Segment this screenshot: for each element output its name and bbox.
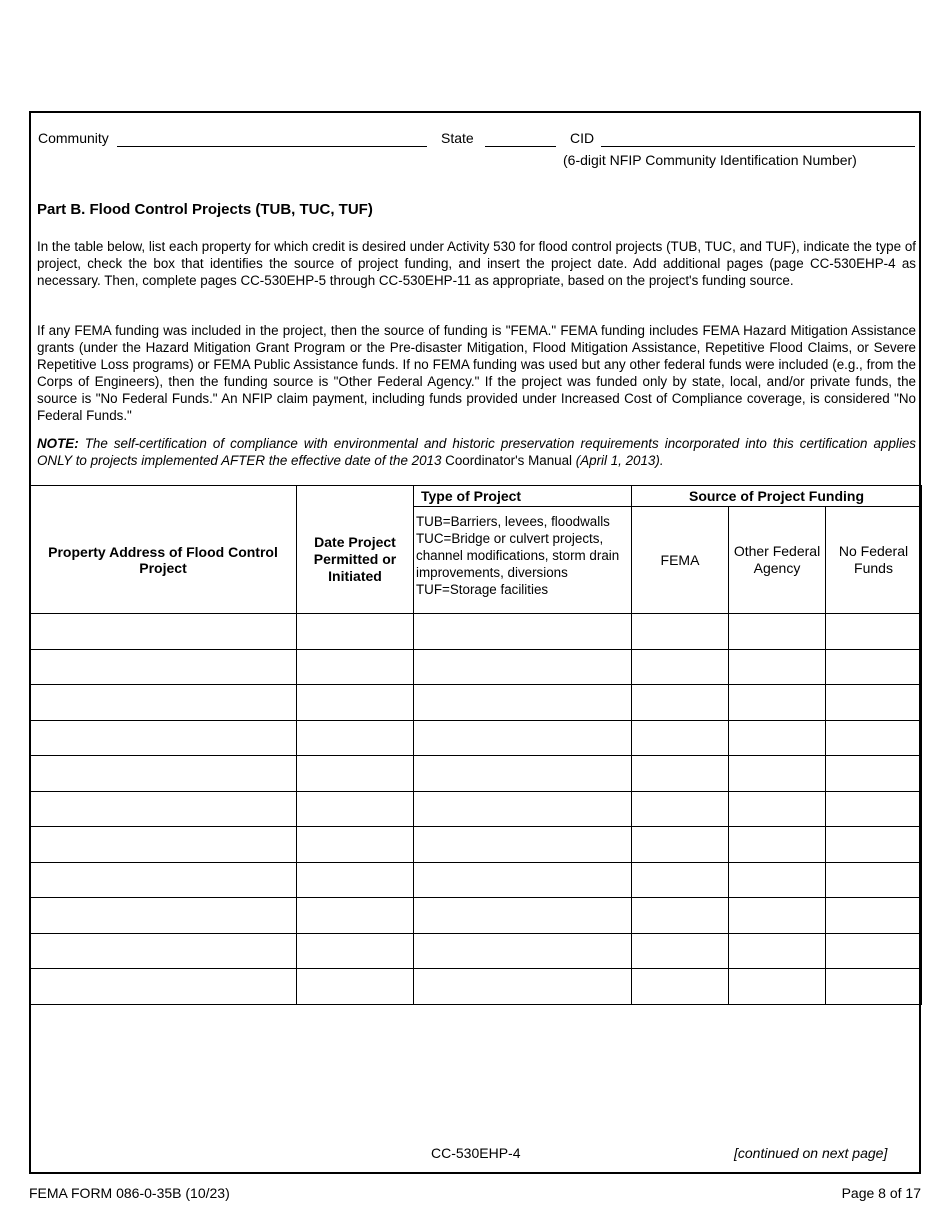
- no-federal-checkbox-cell[interactable]: [826, 791, 922, 827]
- table-row: [30, 862, 922, 898]
- community-field[interactable]: [117, 146, 427, 147]
- other-federal-checkbox-cell[interactable]: [729, 756, 826, 792]
- table-row: [30, 791, 922, 827]
- address-cell[interactable]: [30, 933, 297, 969]
- date-cell[interactable]: [297, 791, 414, 827]
- no-federal-checkbox-cell[interactable]: [826, 720, 922, 756]
- state-field[interactable]: [485, 146, 556, 147]
- project-type-cell[interactable]: [414, 720, 632, 756]
- no-federal-checkbox-cell[interactable]: [826, 685, 922, 721]
- project-type-cell[interactable]: [414, 685, 632, 721]
- cid-label: CID: [570, 130, 595, 146]
- table-group-header-row: [30, 486, 922, 507]
- fema-checkbox-cell[interactable]: [632, 756, 729, 792]
- no-federal-checkbox-cell[interactable]: [826, 649, 922, 685]
- community-label: Community: [38, 130, 109, 146]
- address-cell[interactable]: [30, 685, 297, 721]
- address-cell[interactable]: [30, 614, 297, 650]
- type-of-project-header: Type of Project: [414, 486, 632, 507]
- address-cell[interactable]: [30, 649, 297, 685]
- fema-checkbox-cell[interactable]: [632, 791, 729, 827]
- funding-paragraph: If any FEMA funding was included in the project, then the source of funding is "FEMA." FEMA funding includes FEMA Hazard Mitigation Assistance grants (under the Hazard Mitigation Grant Program or the Pre-disaster Mitigation, Flood Mitigation Assistance, Repetitive Flood Claims, or Severe Repetitive Loss programs) or FEMA Public Assistance funds. If no FEMA funding was used but any other federal funds were included (e.g., from the Corps of Engineers), then the funding source is "Other Federal Agency." If the project was funded only by state, local, and/or private funds, the source is "No Federal Funds." An NFIP claim payment, including funds provided under Increased Cost of Compliance coverage, is considered "No Federal Funds.": [37, 323, 916, 423]
- other-federal-checkbox-cell[interactable]: [729, 862, 826, 898]
- intro-paragraph: In the table below, list each property for which credit is desired under Activity 530 for flood control projects (TUB, TUC, and TUF), indicate the type of project, check the box that identifies the source of project funding, and insert the project date. Add additional pages (page CC-530EHP-4 as necessary. Then, complete pages CC-530EHP-5 through CC-530EHP-11 as appropriate, based on the project's funding source.: [37, 239, 916, 288]
- page-number: Page 8 of 17: [841, 1185, 921, 1201]
- other-federal-checkbox-cell[interactable]: [729, 827, 826, 863]
- no-federal-checkbox-cell[interactable]: [826, 969, 922, 1005]
- no-federal-checkbox-cell[interactable]: [826, 933, 922, 969]
- section-title: Part B. Flood Control Projects (TUB, TUC, TUF): [37, 201, 373, 218]
- fema-checkbox-cell[interactable]: [632, 685, 729, 721]
- table-row: [30, 685, 922, 721]
- date-cell[interactable]: [297, 614, 414, 650]
- address-header-top: [30, 486, 297, 507]
- fema-checkbox-cell[interactable]: [632, 614, 729, 650]
- fema-checkbox-cell[interactable]: [632, 933, 729, 969]
- fema-checkbox-cell[interactable]: [632, 720, 729, 756]
- legend-line: TUB=Barriers, levees, floodwalls: [416, 514, 610, 529]
- project-type-cell[interactable]: [414, 862, 632, 898]
- other-federal-checkbox-cell[interactable]: [729, 614, 826, 650]
- date-cell[interactable]: [297, 827, 414, 863]
- note-manual-title: Coordinator's Manual: [445, 453, 573, 468]
- other-federal-checkbox-cell[interactable]: [729, 685, 826, 721]
- address-cell[interactable]: [30, 720, 297, 756]
- table-row: [30, 933, 922, 969]
- project-type-cell[interactable]: [414, 614, 632, 650]
- table-row: [30, 898, 922, 934]
- project-type-cell[interactable]: [414, 649, 632, 685]
- note-label: NOTE:: [37, 436, 79, 451]
- other-federal-checkbox-cell[interactable]: [729, 933, 826, 969]
- project-type-cell[interactable]: [414, 898, 632, 934]
- no-federal-checkbox-cell[interactable]: [826, 614, 922, 650]
- state-label: State: [441, 130, 474, 146]
- page-code: CC-530EHP-4: [431, 1145, 521, 1161]
- table-body: [30, 614, 922, 1005]
- table-row: [30, 827, 922, 863]
- address-cell[interactable]: [30, 862, 297, 898]
- cid-field[interactable]: [601, 146, 915, 147]
- legend-line: TUF=Storage facilities: [416, 582, 549, 597]
- date-cell[interactable]: [297, 862, 414, 898]
- no-federal-checkbox-cell[interactable]: [826, 827, 922, 863]
- cid-note: (6-digit NFIP Community Identification Number): [563, 152, 857, 168]
- address-cell[interactable]: [30, 756, 297, 792]
- project-type-cell[interactable]: [414, 969, 632, 1005]
- fema-checkbox-cell[interactable]: [632, 898, 729, 934]
- fema-checkbox-cell[interactable]: [632, 827, 729, 863]
- table-row: [30, 614, 922, 650]
- address-cell[interactable]: [30, 898, 297, 934]
- project-type-cell[interactable]: [414, 827, 632, 863]
- table-row: [30, 969, 922, 1005]
- table-column-header-row: [30, 507, 922, 614]
- fema-checkbox-cell[interactable]: [632, 862, 729, 898]
- fema-checkbox-cell[interactable]: [632, 649, 729, 685]
- other-federal-checkbox-cell[interactable]: [729, 649, 826, 685]
- project-type-cell[interactable]: [414, 933, 632, 969]
- date-cell[interactable]: [297, 756, 414, 792]
- other-federal-checkbox-cell[interactable]: [729, 898, 826, 934]
- date-cell[interactable]: [297, 649, 414, 685]
- project-type-cell[interactable]: [414, 791, 632, 827]
- date-cell[interactable]: [297, 969, 414, 1005]
- continued-note: [continued on next page]: [734, 1145, 888, 1161]
- property-address-header: Property Address of Flood Control Project: [30, 507, 297, 614]
- legend-line: improvements, diversions: [416, 565, 568, 580]
- fema-header: FEMA: [632, 507, 729, 614]
- address-cell[interactable]: [30, 791, 297, 827]
- other-federal-checkbox-cell[interactable]: [729, 720, 826, 756]
- other-federal-checkbox-cell[interactable]: [729, 969, 826, 1005]
- no-federal-funds-header: No Federal Funds: [826, 507, 922, 614]
- date-cell[interactable]: [297, 933, 414, 969]
- other-federal-agency-header: Other Federal Agency: [729, 507, 826, 614]
- flood-control-projects-table: [29, 485, 922, 1005]
- date-cell[interactable]: [297, 720, 414, 756]
- form-number: FEMA FORM 086-0-35B (10/23): [29, 1185, 230, 1201]
- no-federal-checkbox-cell[interactable]: [826, 862, 922, 898]
- note-text: The self-certification of compliance with environmental and historic preservation requirements incorporated into this certification applies ONLY to projects implemented AFTER the effective date of the 2013: [37, 436, 916, 468]
- legend-line: channel modifications, storm drain: [416, 548, 620, 563]
- no-federal-checkbox-cell[interactable]: [826, 898, 922, 934]
- source-of-funding-header: Source of Project Funding: [632, 486, 922, 507]
- table-row: [30, 649, 922, 685]
- legend-line: TUC=Bridge or culvert projects,: [416, 531, 604, 546]
- no-federal-checkbox-cell[interactable]: [826, 756, 922, 792]
- address-cell[interactable]: [30, 827, 297, 863]
- address-cell[interactable]: [30, 969, 297, 1005]
- note-paragraph: [37, 435, 916, 469]
- table-row: [30, 720, 922, 756]
- fema-checkbox-cell[interactable]: [632, 969, 729, 1005]
- note-date: (April 1, 2013).: [572, 453, 664, 468]
- date-permitted-header: Date Project Permitted or Initiated: [297, 507, 414, 614]
- date-cell[interactable]: [297, 685, 414, 721]
- project-type-cell[interactable]: [414, 756, 632, 792]
- date-header-top: [297, 486, 414, 507]
- other-federal-checkbox-cell[interactable]: [729, 791, 826, 827]
- project-type-legend: [414, 507, 632, 614]
- table-row: [30, 756, 922, 792]
- date-cell[interactable]: [297, 898, 414, 934]
- community-identification-row: [0, 128, 950, 150]
